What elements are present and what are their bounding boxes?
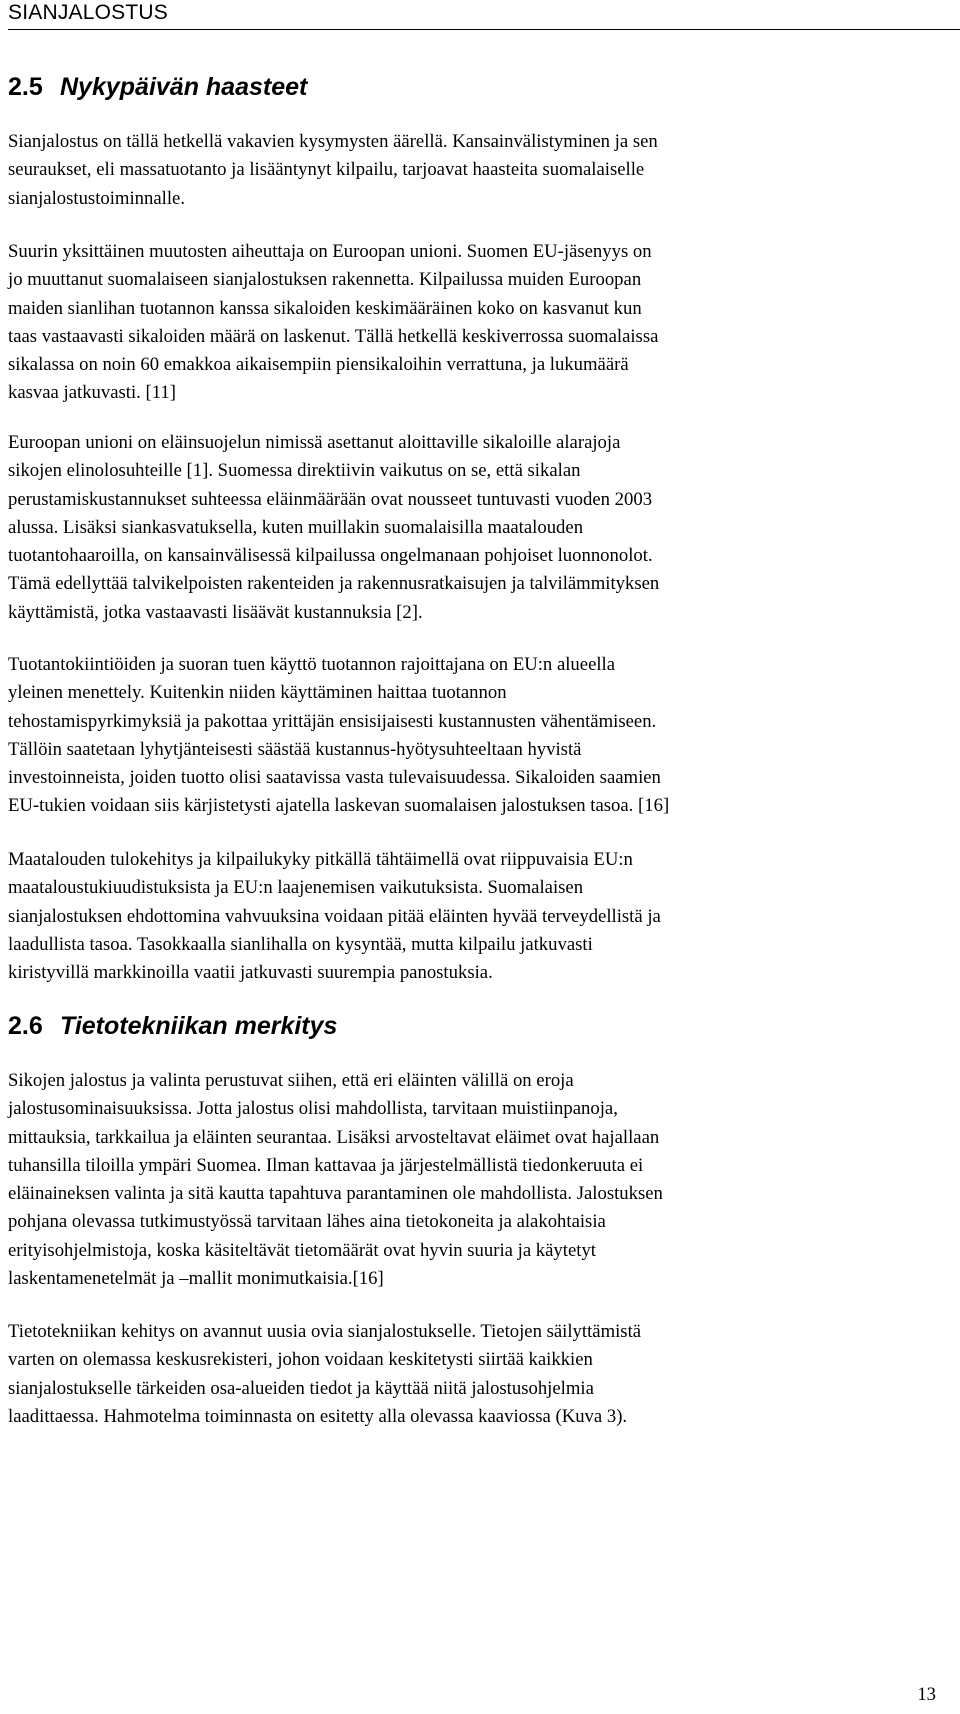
paragraph: Sikojen jalostus ja valinta perustuvat siihen, että eri eläinten välillä on eroja jalostusominaisuuksissa. Jotta jalostus olisi mahdollista, tarvitaan muistiinpanoja, mittauksia, tarkkailua ja eläinten seurantaa. Lisäksi arvosteltavat eläimet ovat hajallaan tuhansilla tiloilla ympäri Suomea. Ilman kattavaa ja järjestelmällistä tiedonkeruuta ei eläinaineksen valinta ja sitä kautta tapahtuva parantaminen ole mahdollista. Jalostuksen pohjana olevassa tutkimustyössä tarvitaan lähes aina tietokoneita ja alakohtaisia erityisohjelmistoja, koska käsiteltävät tietomäärät ovat hyvin suuria ja käytetyt laskentamenetelmät ja –mallit monimutkaisia.[16]: [8, 1070, 663, 1290]
section-heading-2-5: [8, 72, 307, 102]
section-heading-2-6: [8, 1011, 337, 1041]
paragraph: Tietotekniikan kehitys on avannut uusia ovia sianjalostukselle. Tietojen säilyttämistä varten on olemassa keskusrekisteri, johon voidaan keskitetysti siirtää kaikkien sianjalostukselle tärkeiden osa-alueiden tiedot ja käyttää niitä jalostusohjelmia laadittaessa. Hahmotelma toiminnasta on esitetty alla olevassa kaaviossa (Kuva 3).: [8, 1321, 642, 1427]
section-title: Nykypäivän haasteet: [60, 73, 308, 101]
page-number: 13: [917, 1684, 936, 1705]
header-rule: [8, 29, 960, 30]
paragraph: Euroopan unioni on eläinsuojelun nimissä asettanut aloittaville sikaloille alarajoja sikojen elinolosuhteille [1]. Suomessa direktiivin vaikutus on se, että sikalan perustamiskustannukset suhteessa eläinmäärään ovat nousseet tuntuvasti vuoden 2003 alussa. Lisäksi siankasvatuksella, kuten muillakin suomalaisilla maatalouden tuotantohaaroilla, on kansainvälisessä kilpailussa ongelmanaan pohjoiset luonnonolot. Tämä edellyttää talvikelpoisten rakenteiden ja rakennusratkaisujen ja talvilämmityksen käyttämistä, jotka vastaavasti lisäävät kustannuksia [2].: [8, 432, 660, 623]
paragraph: Sianjalostus on tällä hetkellä vakavien kysymysten äärellä. Kansainvälistyminen ja sen seuraukset, eli massatuotanto ja lisääntynyt kilpailu, tarjoavat haasteita suomalaiselle sianjalostustoiminnalle.: [8, 131, 658, 209]
section-number: 2.6: [8, 1012, 43, 1040]
section-number: 2.5: [8, 73, 43, 101]
paragraph: Suurin yksittäinen muutosten aiheuttaja on Euroopan unioni. Suomen EU-jäsenyys on jo muuttanut suomalaiseen sianjalostuksen rakennetta. Kilpailussa muiden Euroopan maiden sianlihan tuotannon kanssa sikaloiden keskimääräinen koko on kasvanut kun taas vastaavasti sikaloiden määrä on laskenut. Tällä hetkellä keskiverrossa suomalaissa sikalassa on noin 60 emakkoa aikaisempiin piensikaloihin verrattuna, ja lukumäärä kasvaa jatkuvasti. [11]: [8, 241, 659, 404]
running-header: SIANJALOSTUS: [8, 1, 168, 24]
paragraph: Tuotantokiintiöiden ja suoran tuen käyttö tuotannon rajoittajana on EU:n alueella yleinen menettely. Kuitenkin niiden käyttäminen haittaa tuotannon tehostamispyrkimyksiä ja pakottaa yrittäjän ensisijaisesti kustannusten vähentämiseen. Tällöin saatetaan lyhytjänteisesti säästää kustannus-hyötysuhteeltaan hyvistä investoinneista, joiden tuotto olisi saatavissa vasta tulevaisuudessa. Sikaloiden saamien EU-tukien voidaan siis kärjistetysti ajatella laskevan suomalaisen jalostuksen tasoa. [16]: [8, 654, 670, 817]
paragraph: Maatalouden tulokehitys ja kilpailukyky pitkällä tähtäimellä ovat riippuvaisia EU:n maataloustukiuudistuksista ja EU:n laajenemisen vaikutuksista. Suomalaisen sianjalostuksen ehdottomina vahvuuksina voidaan pitää eläinten hyvää terveydellistä ja laadullista tasoa. Tasokkaalla sianlihalla on kysyntää, mutta kilpailu jatkuvasti kiristyvillä markkinoilla vaatii jatkuvasti suurempia panostuksia.: [8, 849, 661, 984]
section-title: Tietotekniikan merkitys: [60, 1012, 338, 1040]
